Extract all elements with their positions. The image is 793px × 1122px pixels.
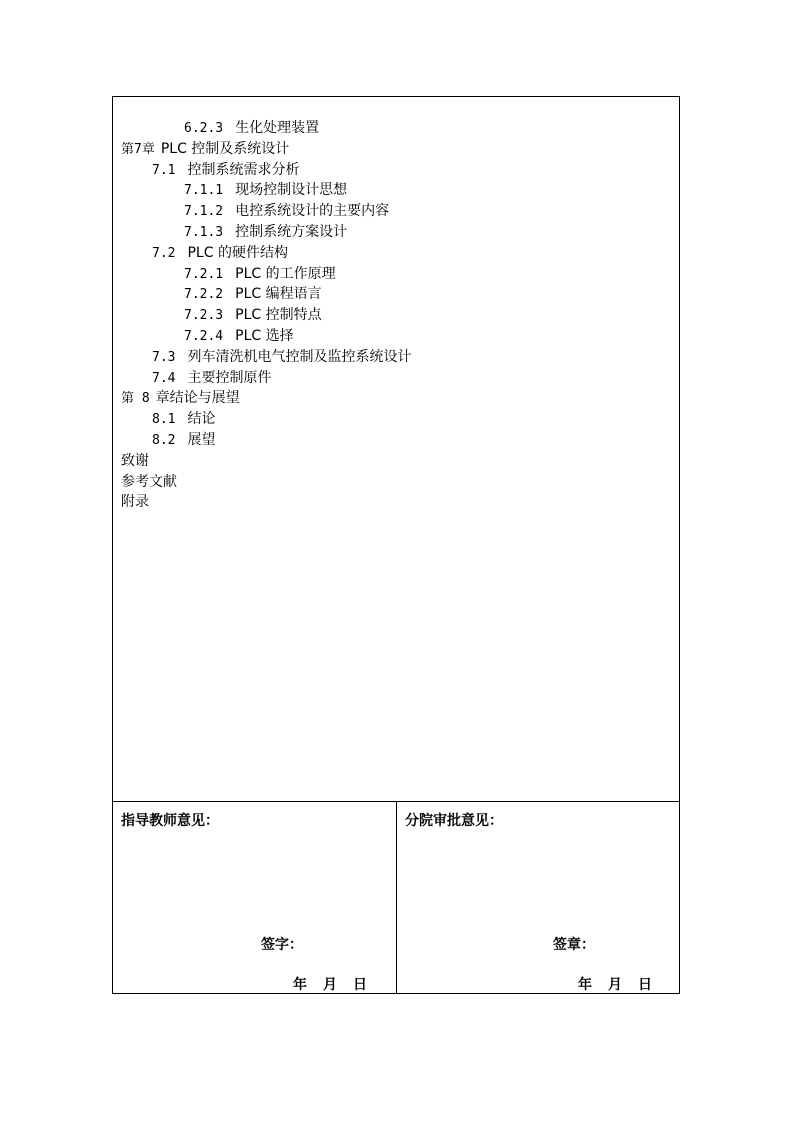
department-approval-cell	[397, 802, 679, 993]
toc-entry-title: 结论	[187, 411, 216, 428]
toc-entry-title: 章结论与展望	[155, 390, 240, 407]
advisor-signature-label: 签字：	[261, 937, 303, 953]
month-label: 月	[323, 977, 337, 993]
toc-entry-title: 电控系统设计的主要内容	[235, 203, 390, 220]
toc-entry-title: PLC 控制特点	[235, 307, 322, 324]
toc-entry-title: PLC 的工作原理	[235, 265, 336, 282]
toc-entry-title: 现场控制设计思想	[235, 182, 348, 199]
toc-entry-title: 主要控制原件	[187, 369, 272, 386]
toc-entry	[121, 139, 411, 160]
toc-entry-number: 8.1	[152, 412, 176, 428]
toc-entry-number: 7.2.3	[184, 308, 224, 324]
toc-entry-number: 第 8	[121, 391, 150, 407]
toc-entry	[121, 305, 411, 326]
toc-entry-title: 控制系统方案设计	[235, 223, 348, 240]
day-label: 日	[638, 977, 652, 993]
toc-entry	[121, 243, 411, 264]
toc-entry-number: 第7章	[121, 141, 155, 157]
toc-entry-number: 7.3	[152, 349, 176, 365]
form-frame	[112, 96, 680, 994]
toc-entry-number: 7.1.3	[184, 224, 224, 240]
toc-entry	[121, 118, 411, 139]
advisor-date-line	[293, 974, 367, 994]
toc-entry	[121, 160, 411, 181]
toc-entry-title: 致谢	[121, 452, 149, 469]
toc-entry	[121, 492, 411, 513]
toc-entry	[121, 264, 411, 285]
toc-entry-number: 7.1	[152, 162, 176, 178]
toc-entry-title: PLC 选择	[235, 327, 294, 344]
toc-entry	[121, 222, 411, 243]
toc-entry-number: 6.2.3	[184, 121, 224, 136]
toc-entry	[121, 368, 411, 389]
opinion-row	[113, 802, 679, 993]
toc-entry	[121, 430, 411, 451]
toc-entry-title: PLC 编程语言	[235, 286, 322, 303]
advisor-opinion-cell	[113, 802, 397, 993]
toc-entry-title: 附录	[121, 494, 149, 511]
advisor-opinion-heading: 指导教师意见：	[121, 813, 219, 829]
table-of-contents-cell	[113, 97, 679, 802]
toc-entry	[121, 388, 411, 409]
toc-entry	[121, 201, 411, 222]
department-approval-heading: 分院审批意见：	[405, 813, 503, 829]
toc-entry	[121, 326, 411, 347]
toc-entry	[121, 472, 411, 493]
toc-entry-number: 7.2.1	[184, 266, 224, 282]
year-label: 年	[578, 977, 592, 993]
toc-entry	[121, 409, 411, 430]
department-date-line	[578, 974, 652, 994]
toc-entry-title: 展望	[187, 431, 216, 448]
day-label: 日	[353, 977, 367, 993]
toc-entry-number: 8.2	[152, 432, 176, 448]
toc-entry-number: 7.4	[152, 370, 176, 386]
year-label: 年	[293, 977, 307, 993]
department-seal-label: 签章：	[553, 937, 595, 953]
toc-entry	[121, 180, 411, 201]
toc-entry-number: 7.1.1	[184, 183, 224, 199]
toc-entry	[121, 347, 411, 368]
toc-entry	[121, 451, 411, 472]
toc-entry-title: 列车清洗机电气控制及监控系统设计	[187, 348, 412, 365]
toc-entry-title: 参考文献	[121, 473, 177, 490]
toc-entry-number: 7.1.2	[184, 204, 224, 220]
toc-entry-number: 7.2	[152, 245, 176, 261]
toc-entry-title: 生化处理装置	[235, 120, 320, 136]
toc-entry-number: 7.2.4	[184, 328, 224, 344]
toc-entry	[121, 284, 411, 305]
toc-entry-title: PLC 的硬件结构	[187, 244, 288, 261]
toc-entry-title: 控制系统需求分析	[187, 161, 300, 178]
toc-entry-number: 7.2.2	[184, 287, 224, 303]
toc-entry-title: PLC 控制及系统设计	[160, 140, 290, 157]
toc-list	[121, 118, 411, 513]
month-label: 月	[608, 977, 622, 993]
